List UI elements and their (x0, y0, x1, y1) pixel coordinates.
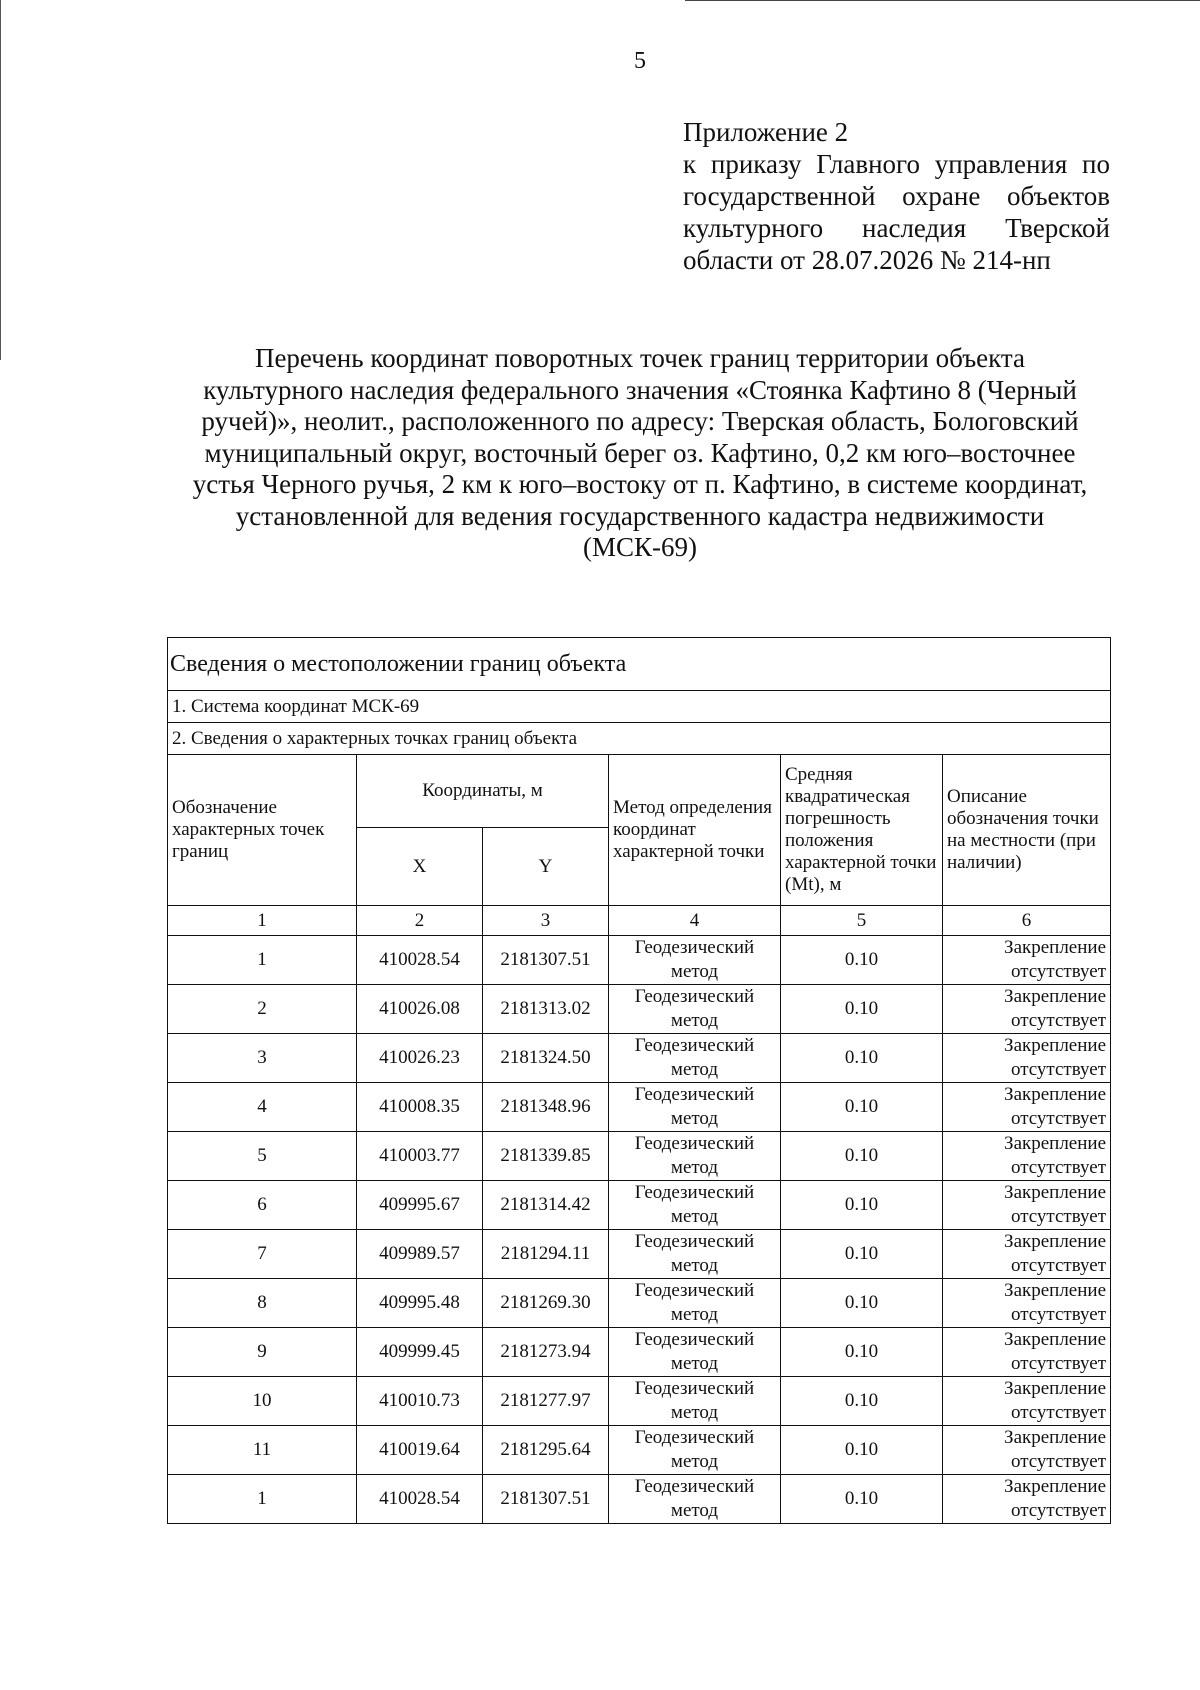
description-cell: Закрепление отсутствует (943, 1132, 1111, 1181)
point-cell: 3 (168, 1034, 357, 1083)
title-line: ручей)», неолит., расположенного по адресу: Тверская область, Бологовский (201, 406, 1079, 436)
y-cell: 2181273.94 (483, 1328, 609, 1377)
column-number: 5 (781, 906, 943, 936)
description-cell: Закрепление отсутствует (943, 1475, 1111, 1524)
point-cell: 6 (168, 1181, 357, 1230)
page-number: 5 (634, 48, 646, 74)
document-title (160, 343, 1120, 564)
method-cell: Геодезический метод (609, 1279, 781, 1328)
error-cell: 0.10 (781, 1475, 943, 1524)
header-coordinates: Координаты, м (357, 755, 609, 828)
appendix-header (683, 116, 1110, 276)
point-cell: 2 (168, 985, 357, 1034)
appendix-line: культурного наследия Тверской (683, 213, 1110, 243)
x-cell: 410008.35 (357, 1083, 483, 1132)
y-cell: 2181277.97 (483, 1377, 609, 1426)
y-cell: 2181324.50 (483, 1034, 609, 1083)
point-cell: 4 (168, 1083, 357, 1132)
title-line: устья Черного ручья, 2 км к юго–востоку от п. Кафтино, в системе координат, (192, 469, 1088, 499)
header-designation: Обозначение характерных точек границ (168, 755, 357, 906)
error-cell: 0.10 (781, 985, 943, 1034)
method-cell: Геодезический метод (609, 1426, 781, 1475)
column-number: 4 (609, 906, 781, 936)
description-cell: Закрепление отсутствует (943, 1279, 1111, 1328)
title-line: муниципальный округ, восточный берег оз. Кафтино, 0,2 км юго–восточнее (204, 437, 1076, 468)
y-cell: 2181307.51 (483, 1475, 609, 1524)
table-row (168, 936, 1111, 985)
table-row (168, 1328, 1111, 1377)
table-row (168, 1181, 1111, 1230)
point-cell: 10 (168, 1377, 357, 1426)
points-section-label: 2. Сведения о характерных точках границ объекта (168, 723, 1111, 755)
table-row (168, 1230, 1111, 1279)
column-number: 6 (943, 906, 1111, 936)
point-cell: 5 (168, 1132, 357, 1181)
description-cell: Закрепление отсутствует (943, 936, 1111, 985)
error-cell: 0.10 (781, 1279, 943, 1328)
method-cell: Геодезический метод (609, 1230, 781, 1279)
error-cell: 0.10 (781, 1377, 943, 1426)
error-cell: 0.10 (781, 1034, 943, 1083)
coordinates-table (167, 637, 1111, 1524)
header-x: X (357, 828, 483, 906)
y-cell: 2181294.11 (483, 1230, 609, 1279)
error-cell: 0.10 (781, 1181, 943, 1230)
method-cell: Геодезический метод (609, 1475, 781, 1524)
error-cell: 0.10 (781, 1328, 943, 1377)
table-row (168, 1132, 1111, 1181)
title-line: Перечень координат поворотных точек границ территории объекта (254, 343, 1026, 373)
coord-system-label: 1. Система координат МСК-69 (168, 691, 1111, 723)
method-cell: Геодезический метод (609, 985, 781, 1034)
x-cell: 410003.77 (357, 1132, 483, 1181)
x-cell: 410026.23 (357, 1034, 483, 1083)
appendix-line: государственной охране объектов (683, 181, 1110, 211)
description-cell: Закрепление отсутствует (943, 1181, 1111, 1230)
x-cell: 409995.48 (357, 1279, 483, 1328)
table-row (168, 1034, 1111, 1083)
description-cell: Закрепление отсутствует (943, 1230, 1111, 1279)
table-row (168, 1083, 1111, 1132)
x-cell: 409989.57 (357, 1230, 483, 1279)
column-number: 1 (168, 906, 357, 936)
point-cell: 9 (168, 1328, 357, 1377)
appendix-line: области от 28.07.2026 № 214-нп (683, 245, 1051, 275)
x-cell: 410028.54 (357, 1475, 483, 1524)
y-cell: 2181307.51 (483, 936, 609, 985)
table-section-title: Сведения о местоположении границ объекта (168, 638, 1111, 691)
column-number: 2 (357, 906, 483, 936)
point-cell: 7 (168, 1230, 357, 1279)
y-cell: 2181313.02 (483, 985, 609, 1034)
method-cell: Геодезический метод (609, 1328, 781, 1377)
method-cell: Геодезический метод (609, 1377, 781, 1426)
appendix-line: Приложение 2 (683, 117, 849, 147)
x-cell: 410026.08 (357, 985, 483, 1034)
scan-top-line (685, 0, 1200, 1)
header-method: Метод определения координат характерной точки (609, 755, 781, 906)
description-cell: Закрепление отсутствует (943, 1034, 1111, 1083)
point-cell: 8 (168, 1279, 357, 1328)
x-cell: 410010.73 (357, 1377, 483, 1426)
description-cell: Закрепление отсутствует (943, 1377, 1111, 1426)
header-description: Описание обозначения точки на местности (при наличии) (943, 755, 1111, 906)
title-line: культурного наследия федерального значения «Стоянка Кафтино 8 (Черный (203, 374, 1077, 405)
header-error: Средняя квадратическая погрешность положения характерной точки (Mt), м (781, 755, 943, 906)
x-cell: 410028.54 (357, 936, 483, 985)
point-cell: 11 (168, 1426, 357, 1475)
table-row (168, 1377, 1111, 1426)
method-cell: Геодезический метод (609, 1083, 781, 1132)
column-number: 3 (483, 906, 609, 936)
table-row (168, 1475, 1111, 1524)
method-cell: Геодезический метод (609, 1132, 781, 1181)
method-cell: Геодезический метод (609, 1181, 781, 1230)
y-cell: 2181314.42 (483, 1181, 609, 1230)
point-cell: 1 (168, 936, 357, 985)
error-cell: 0.10 (781, 936, 943, 985)
table-row (168, 1426, 1111, 1475)
y-cell: 2181269.30 (483, 1279, 609, 1328)
x-cell: 410019.64 (357, 1426, 483, 1475)
point-cell: 1 (168, 1475, 357, 1524)
error-cell: 0.10 (781, 1230, 943, 1279)
y-cell: 2181295.64 (483, 1426, 609, 1475)
table-row (168, 985, 1111, 1034)
title-line: (МСК-69) (583, 532, 697, 562)
y-cell: 2181348.96 (483, 1083, 609, 1132)
header-y: Y (483, 828, 609, 906)
description-cell: Закрепление отсутствует (943, 1328, 1111, 1377)
method-cell: Геодезический метод (609, 936, 781, 985)
title-line: установленной для ведения государственного кадастра недвижимости (235, 500, 1045, 531)
description-cell: Закрепление отсутствует (943, 1426, 1111, 1475)
method-cell: Геодезический метод (609, 1034, 781, 1083)
description-cell: Закрепление отсутствует (943, 1083, 1111, 1132)
error-cell: 0.10 (781, 1132, 943, 1181)
table-row (168, 1279, 1111, 1328)
x-cell: 409999.45 (357, 1328, 483, 1377)
appendix-line: к приказу Главного управления по (683, 149, 1110, 179)
y-cell: 2181339.85 (483, 1132, 609, 1181)
description-cell: Закрепление отсутствует (943, 985, 1111, 1034)
error-cell: 0.10 (781, 1083, 943, 1132)
x-cell: 409995.67 (357, 1181, 483, 1230)
error-cell: 0.10 (781, 1426, 943, 1475)
